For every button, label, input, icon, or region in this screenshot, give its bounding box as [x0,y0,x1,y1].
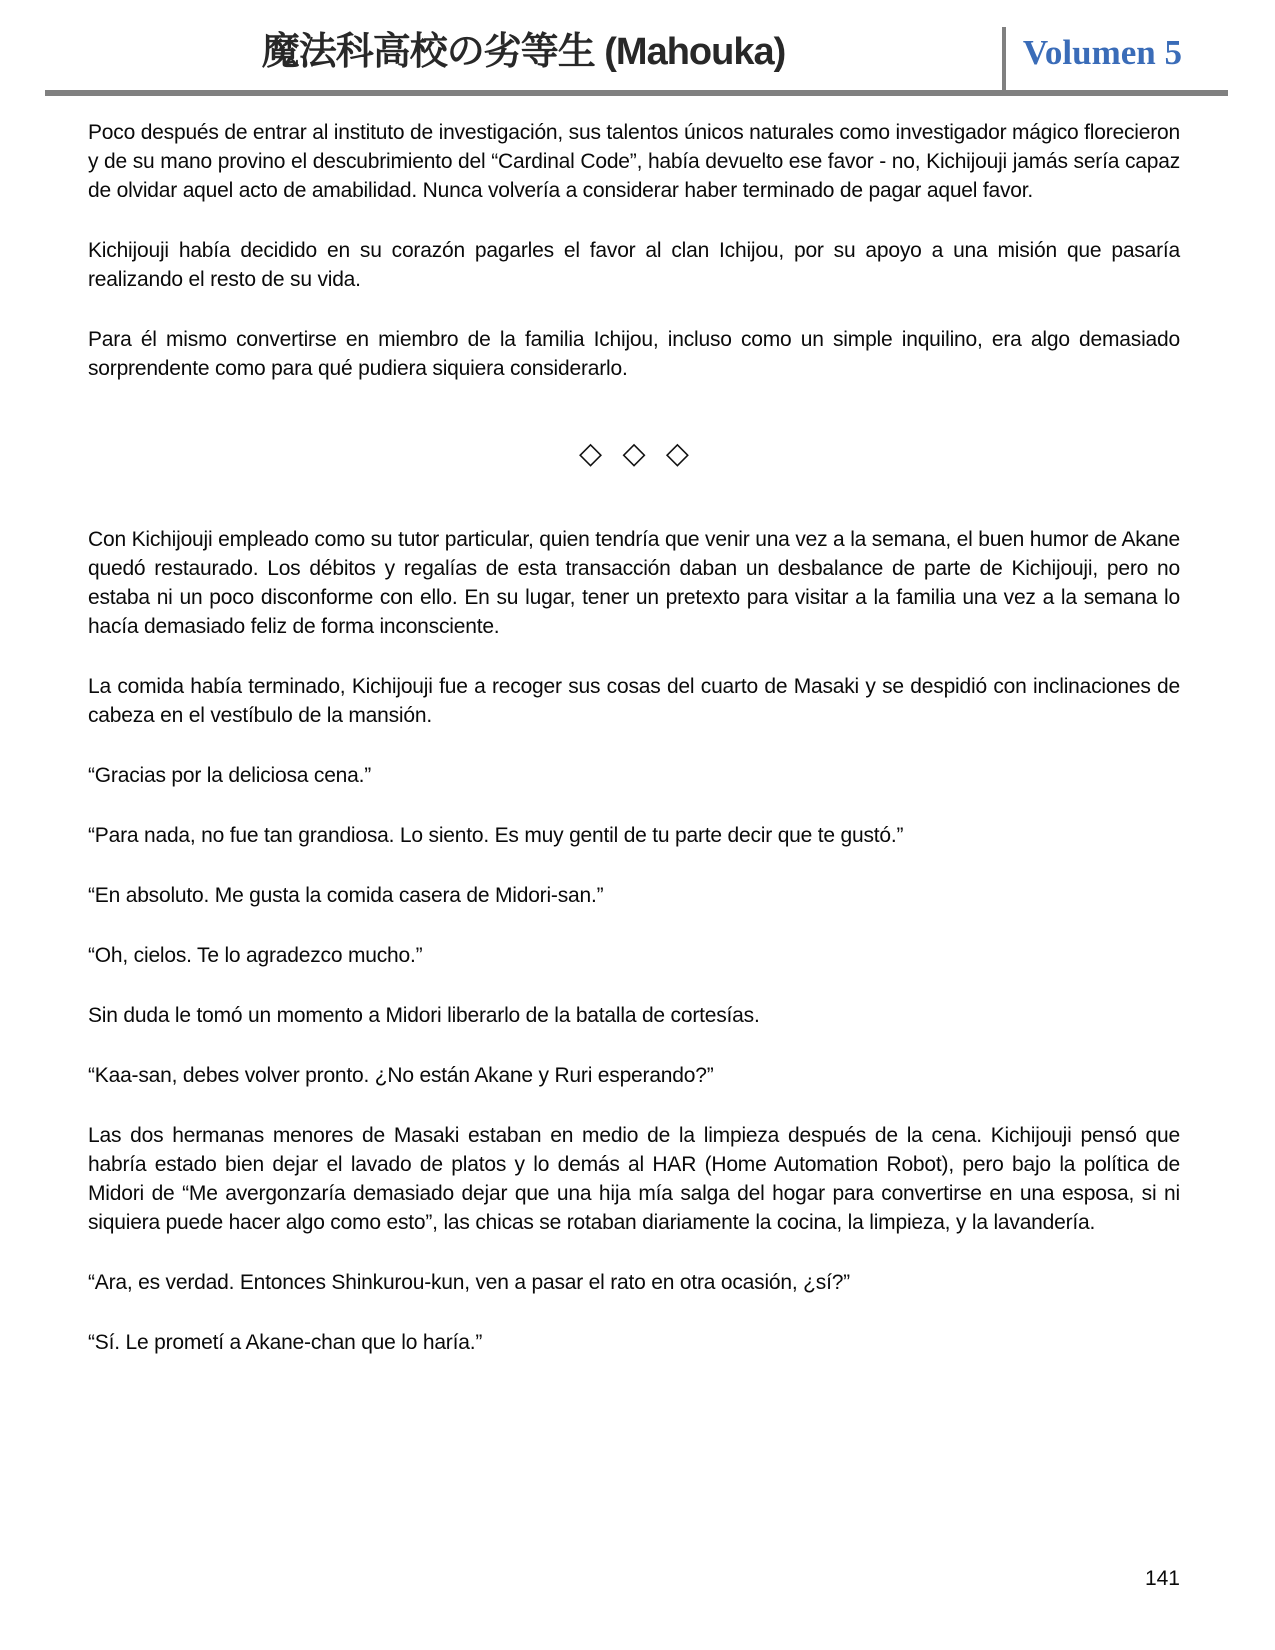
dialogue-line: “Ara, es verdad. Entonces Shinkurou-kun, ven a pasar el rato en otra ocasión, ¿sí?” [88,1271,850,1294]
paragraph: Con Kichijouji empleado como su tutor particular, quien tendría que venir una vez a la semana, el buen humor de Akane quedó restaurado. Los débitos y regalías de esta transacción daban un desbalance de parte de Kichijouji, pero no estaba ni un poco disconforme con ello. En su lugar, tener un pretexto para visitar a la familia una vez a la semana lo hacía demasiado feliz de forma inconsciente. [88,528,1180,638]
dialogue-line: “Kaa-san, debes volver pronto. ¿No están Akane y Ruri esperando?” [88,1064,714,1087]
page-body [88,118,1180,1388]
header-vertical-divider [1002,27,1006,90]
dialogue-line: “Para nada, no fue tan grandiosa. Lo siento. Es muy gentil de tu parte decir que te gustó.” [88,824,904,847]
scene-divider: ◇ ◇ ◇ [579,437,689,470]
dialogue-line: “En absoluto. Me gusta la comida casera de Midori-san.” [88,884,604,907]
dialogue-line: “Oh, cielos. Te lo agradezco mucho.” [88,944,423,967]
paragraph: La comida había terminado, Kichijouji fue a recoger sus cosas del cuarto de Masaki y se despidió con inclinaciones de cabeza en el vestíbulo de la mansión. [88,675,1180,727]
dialogue-line: “Gracias por la deliciosa cena.” [88,764,372,787]
paragraph: Poco después de entrar al instituto de investigación, sus talentos únicos naturales como investigador mágico florecieron y de su mano provino el descubrimiento del “Cardinal Code”, había devuelto ese favor - no, Kichijouji jamás sería capaz de olvidar aquel acto de amabilidad. Nunca volvería a considerar haber terminado de pagar aquel favor. [88,121,1180,202]
page-number: 141 [1144,1567,1180,1590]
header-horizontal-rule [45,90,1228,96]
paragraph: Sin duda le tomó un momento a Midori liberarlo de la batalla de cortesías. [88,1004,760,1027]
dialogue-line: “Sí. Le prometí a Akane-chan que lo haría.” [88,1331,483,1354]
volume-label: Volumen 5 [1022,33,1182,72]
paragraph: Las dos hermanas menores de Masaki estaban en medio de la limpieza después de la cena. Kichijouji pensó que habría estado bien dejar el lavado de platos y lo demás al HAR (Home Automation Robot), pero bajo la política de Midori de “Me avergonzaría demasiado dejar que una hija mía salga del hogar para convertirse en una esposa, si ni siquiera puede hacer algo como esto”, las chicas se rotaban diariamente la cocina, la limpieza, y la lavandería. [88,1124,1180,1234]
page-title: 魔法科高校の劣等生 (Mahouka) [261,31,786,73]
paragraph: Kichijouji había decidido en su corazón pagarles el favor al clan Ichijou, por su apoyo a una misión que pasaría realizando el resto de su vida. [88,239,1180,291]
paragraph: Para él mismo convertirse en miembro de la familia Ichijou, incluso como un simple inquilino, era algo demasiado sorprendente como para qué pudiera siquiera considerarlo. [88,328,1180,380]
